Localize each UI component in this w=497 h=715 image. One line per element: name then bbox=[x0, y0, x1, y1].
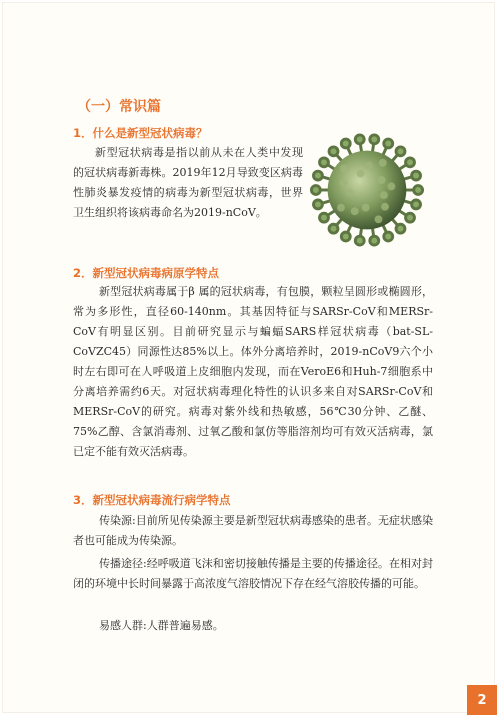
q2-paragraph: 新型冠状病毒属于β 属的冠状病毒，有包膜，颗粒呈圆形或椭圆形，常为多形性，直径60-140nm。其基因特征与SARSr-CoV和MERSr-CoV有明显区别。目前研究显示与蝙蝠SARS样冠状病毒（bat-SL-CoVZC45）同源性达85%以上。体外分离培养时，2019-nCoV9六个小时左右即可在人呼吸道上皮细胞内发现，而在VeroE6和Huh-7细胞系中分离培养需约6天。对冠状病毒理化特性的认识多来自对SARSr-CoV和MERSr-CoV的研究。病毒对紫外线和热敏感，56℃30分钟、乙醚、75%乙醇、含氯消毒剂、过氧乙酸和氯仿等脂溶剂均可有效灭活病毒，氯已定不能有效灭活病毒。 bbox=[73, 285, 433, 458]
page bbox=[2, 2, 495, 713]
q2-heading: 2．新型冠状病毒病原学特点 bbox=[73, 266, 220, 280]
coronavirus-illustration bbox=[308, 131, 426, 249]
q1-paragraph: 新型冠状病毒是指以前从未在人类中发现的冠状病毒新毒株。2019年12月导致变区病毒性肺炎暴发疫情的病毒为新型冠状病毒，世界卫生组织将该病毒命名为2019-nCoV。 bbox=[73, 146, 303, 219]
q3-susceptible-paragraph: 易感人群:人群普遍易感。 bbox=[99, 619, 224, 632]
q3-source-paragraph: 传染源:目前所见传染源主要是新型冠状病毒感染的患者。无症状感染者也可能成为传染源。 bbox=[73, 514, 433, 547]
page-number: 2 bbox=[467, 685, 497, 715]
q1-heading: 1．什么是新型冠状病毒？ bbox=[73, 126, 208, 140]
q3-route-paragraph: 传播途径:经呼吸道飞沫和密切接触传播是主要的传播途径。在相对封闭的环境中长时间暴露于高浓度气溶胶情况下存在经气溶胶传播的可能。 bbox=[73, 557, 433, 590]
q3-heading: 3．新型冠状病毒流行病学特点 bbox=[73, 493, 231, 507]
section-title: （一）常识篇 bbox=[77, 99, 161, 115]
